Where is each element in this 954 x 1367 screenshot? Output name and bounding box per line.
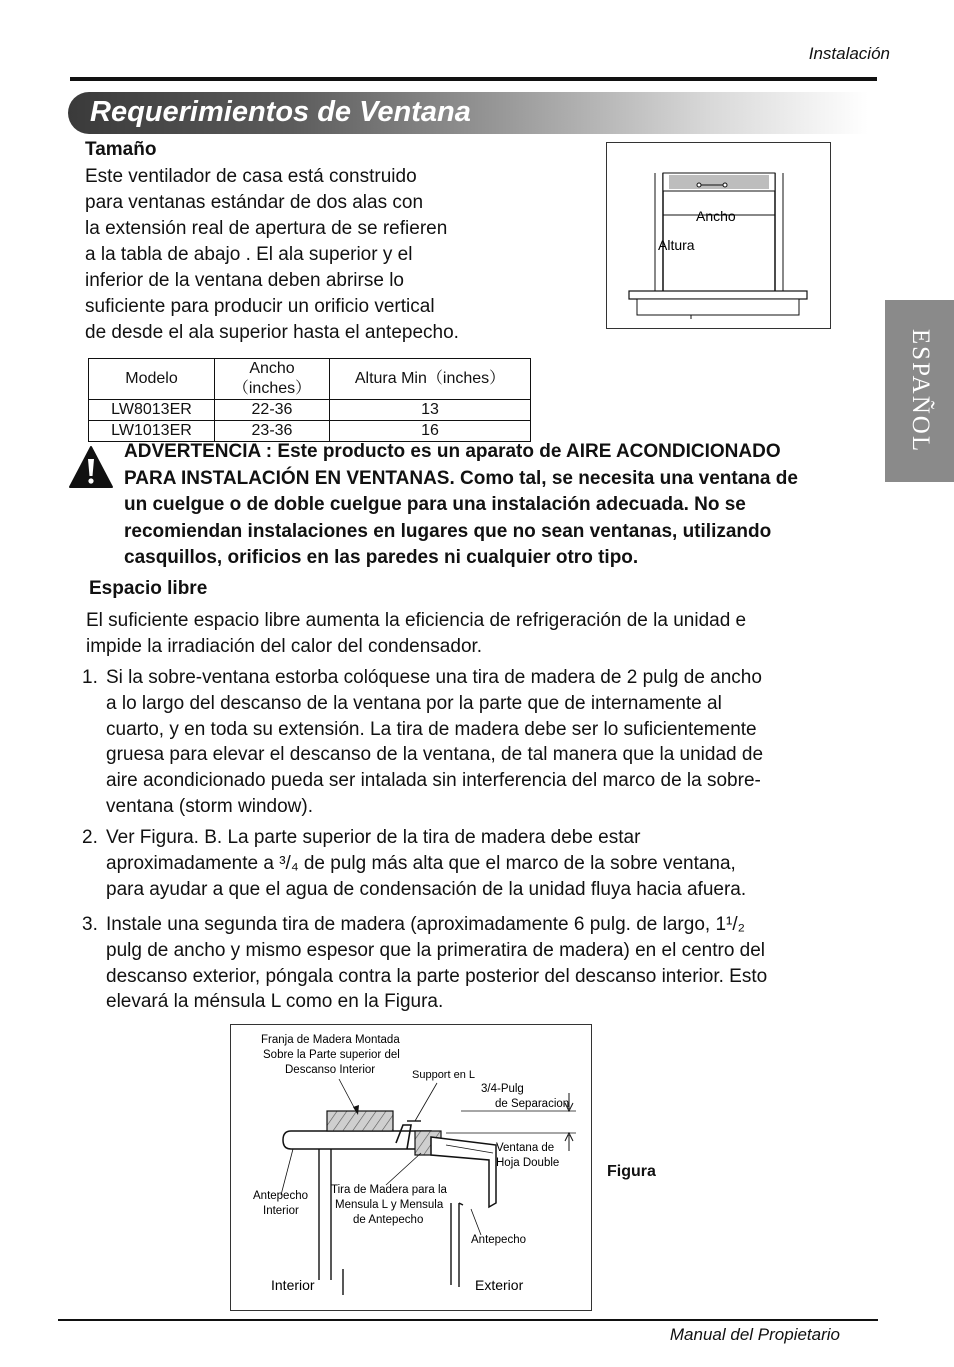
list-item-line: descanso exterior, póngala contra la parte posterior del descanso interior. Esto [106, 965, 768, 987]
list-item-line: Ver Figura. B. La parte superior de la tira de madera debe estar [106, 827, 641, 848]
list-item-number: 2. [82, 827, 98, 848]
section-title: Requerimientos de Ventana [90, 96, 471, 128]
sill-label: Antepecho [471, 1234, 526, 1246]
list-item [82, 912, 872, 1015]
list-item-line: gruesa para elevar el descanso de la ventana, de tal manera que la unidad de [106, 744, 764, 766]
table-cell: 22-36 [215, 400, 330, 421]
bottom-divider [58, 1319, 878, 1321]
models-table [88, 358, 531, 442]
figure-caption: Figura [607, 1163, 656, 1180]
size-line: inferior de la ventana deben abrirse lo [85, 270, 404, 291]
list-item-number: 3. [82, 914, 98, 935]
intro-line: impide la irradiación del calor del condensador. [86, 635, 483, 657]
table-cell: 23-36 [215, 421, 330, 442]
sill-diagram [231, 1025, 591, 1310]
warning-icon [68, 445, 114, 494]
list-item-line: ventana (storm window). [106, 795, 313, 817]
exterior-label: Exterior [475, 1277, 524, 1293]
size-heading: Tamaño [85, 139, 157, 160]
size-line: para ventanas estándar de dos alas con [85, 192, 424, 213]
table-cell: LW8013ER [89, 400, 215, 421]
size-paragraph [85, 164, 585, 346]
models-table-wrap [88, 358, 531, 442]
window-label: Ventana de Hoja Double [496, 1142, 560, 1169]
language-tab [885, 300, 954, 482]
warning-line: PARA INSTALACIÓN EN VENTANAS. Como tal, se necesita una ventana de [124, 467, 798, 489]
list-item [82, 665, 872, 820]
clearance-heading: Espacio libre [89, 578, 208, 599]
list-item-line: Si la sobre-ventana estorba colóquese una tira de madera de 2 pulg de ancho [106, 667, 762, 688]
footer-label: Manual del Propietario [669, 1325, 840, 1344]
list-item-line: para ayudar a que el agua de condensación de la unidad fluya hacia afuera. [106, 878, 747, 900]
list-item-line: aproximadamente a ³/₄ de pulg más alta que el marco de la sobre ventana, [106, 852, 736, 874]
list-item-number: 1. [82, 667, 98, 688]
table-cell: LW1013ER [89, 421, 215, 442]
clearance-intro [86, 608, 866, 660]
strip-label: Franja de Madera Montada Sobre la Parte superior del Descanso Interior [261, 1034, 400, 1076]
warning-line: un cuelgue o de doble cuelgue para una instalación adecuada. No se [124, 494, 746, 515]
window-size-figure [606, 142, 831, 329]
warning-block [124, 439, 884, 572]
size-line: Este ventilador de casa está construido [85, 166, 417, 187]
sill-figure [230, 1024, 592, 1311]
intro-line: El suficiente espacio libre aumenta la eficiencia de refrigeración de la unidad e [86, 610, 747, 631]
table-header-cell: Modelo [89, 359, 215, 400]
list-item-line: a lo largo del descanso de la ventana por la parte que de internamente al [106, 692, 722, 714]
top-divider [70, 77, 877, 81]
table-cell: 13 [330, 400, 531, 421]
altura-label: Altura [658, 237, 695, 253]
list-item-line: cuarto, y en toda su extensión. La tira de madera debe ser lo suficientemente [106, 718, 757, 740]
support-label: Support en L [412, 1069, 475, 1081]
table-header-cell: Ancho（inches） [215, 359, 330, 400]
list-item-line: aire acondicionado pueda ser intalada sin interferencia del marco de la sobre- [106, 770, 761, 792]
size-line: la extensión real de apertura de se refieren [85, 218, 448, 239]
list-item-line: elevará la ménsula L como en la Figura. [106, 991, 444, 1013]
size-line: suficiente para producir un orificio vertical [85, 296, 435, 317]
table-cell: 16 [330, 421, 531, 442]
size-line: de desde el ala superior hasta el antepecho. [85, 322, 459, 343]
gap-label: 3/4-Pulg de Separacion [481, 1083, 570, 1110]
window-size-diagram [607, 143, 830, 328]
table-row [89, 400, 531, 421]
list-item [82, 825, 872, 902]
ancho-label: Ancho [696, 208, 736, 224]
interior-label: Interior [271, 1277, 315, 1293]
inner-sill-label: Antepecho Interior [253, 1190, 308, 1217]
size-line: a la tabla de abajo . El ala superior y el [85, 244, 413, 265]
warning-line: casquillos, orificios en las paredes ni cualquier otro tipo. [124, 547, 639, 568]
table-header-row [89, 359, 531, 400]
table-header-cell: Altura Min（inches） [330, 359, 531, 400]
header-section-label: Instalación [808, 44, 890, 63]
bracket-strip-label: Tira de Madera para la Mensula L y Mensula de Antepecho [331, 1184, 447, 1226]
warning-line: ADVERTENCIA : Este producto es un aparato de AIRE ACONDICIONADO [124, 441, 781, 462]
list-item-line: Instale una segunda tira de madera (aproximadamente 6 pulg. de largo, 1¹/₂ [106, 914, 745, 935]
language-tab-label: ESPAÑOL [906, 328, 934, 454]
warning-line: recomiendan instalaciones en lugares que no sean ventanas, utilizando [124, 520, 772, 542]
list-item-line: pulg de ancho y mismo espesor que la primeratira de madera) en el centro del [106, 939, 766, 961]
